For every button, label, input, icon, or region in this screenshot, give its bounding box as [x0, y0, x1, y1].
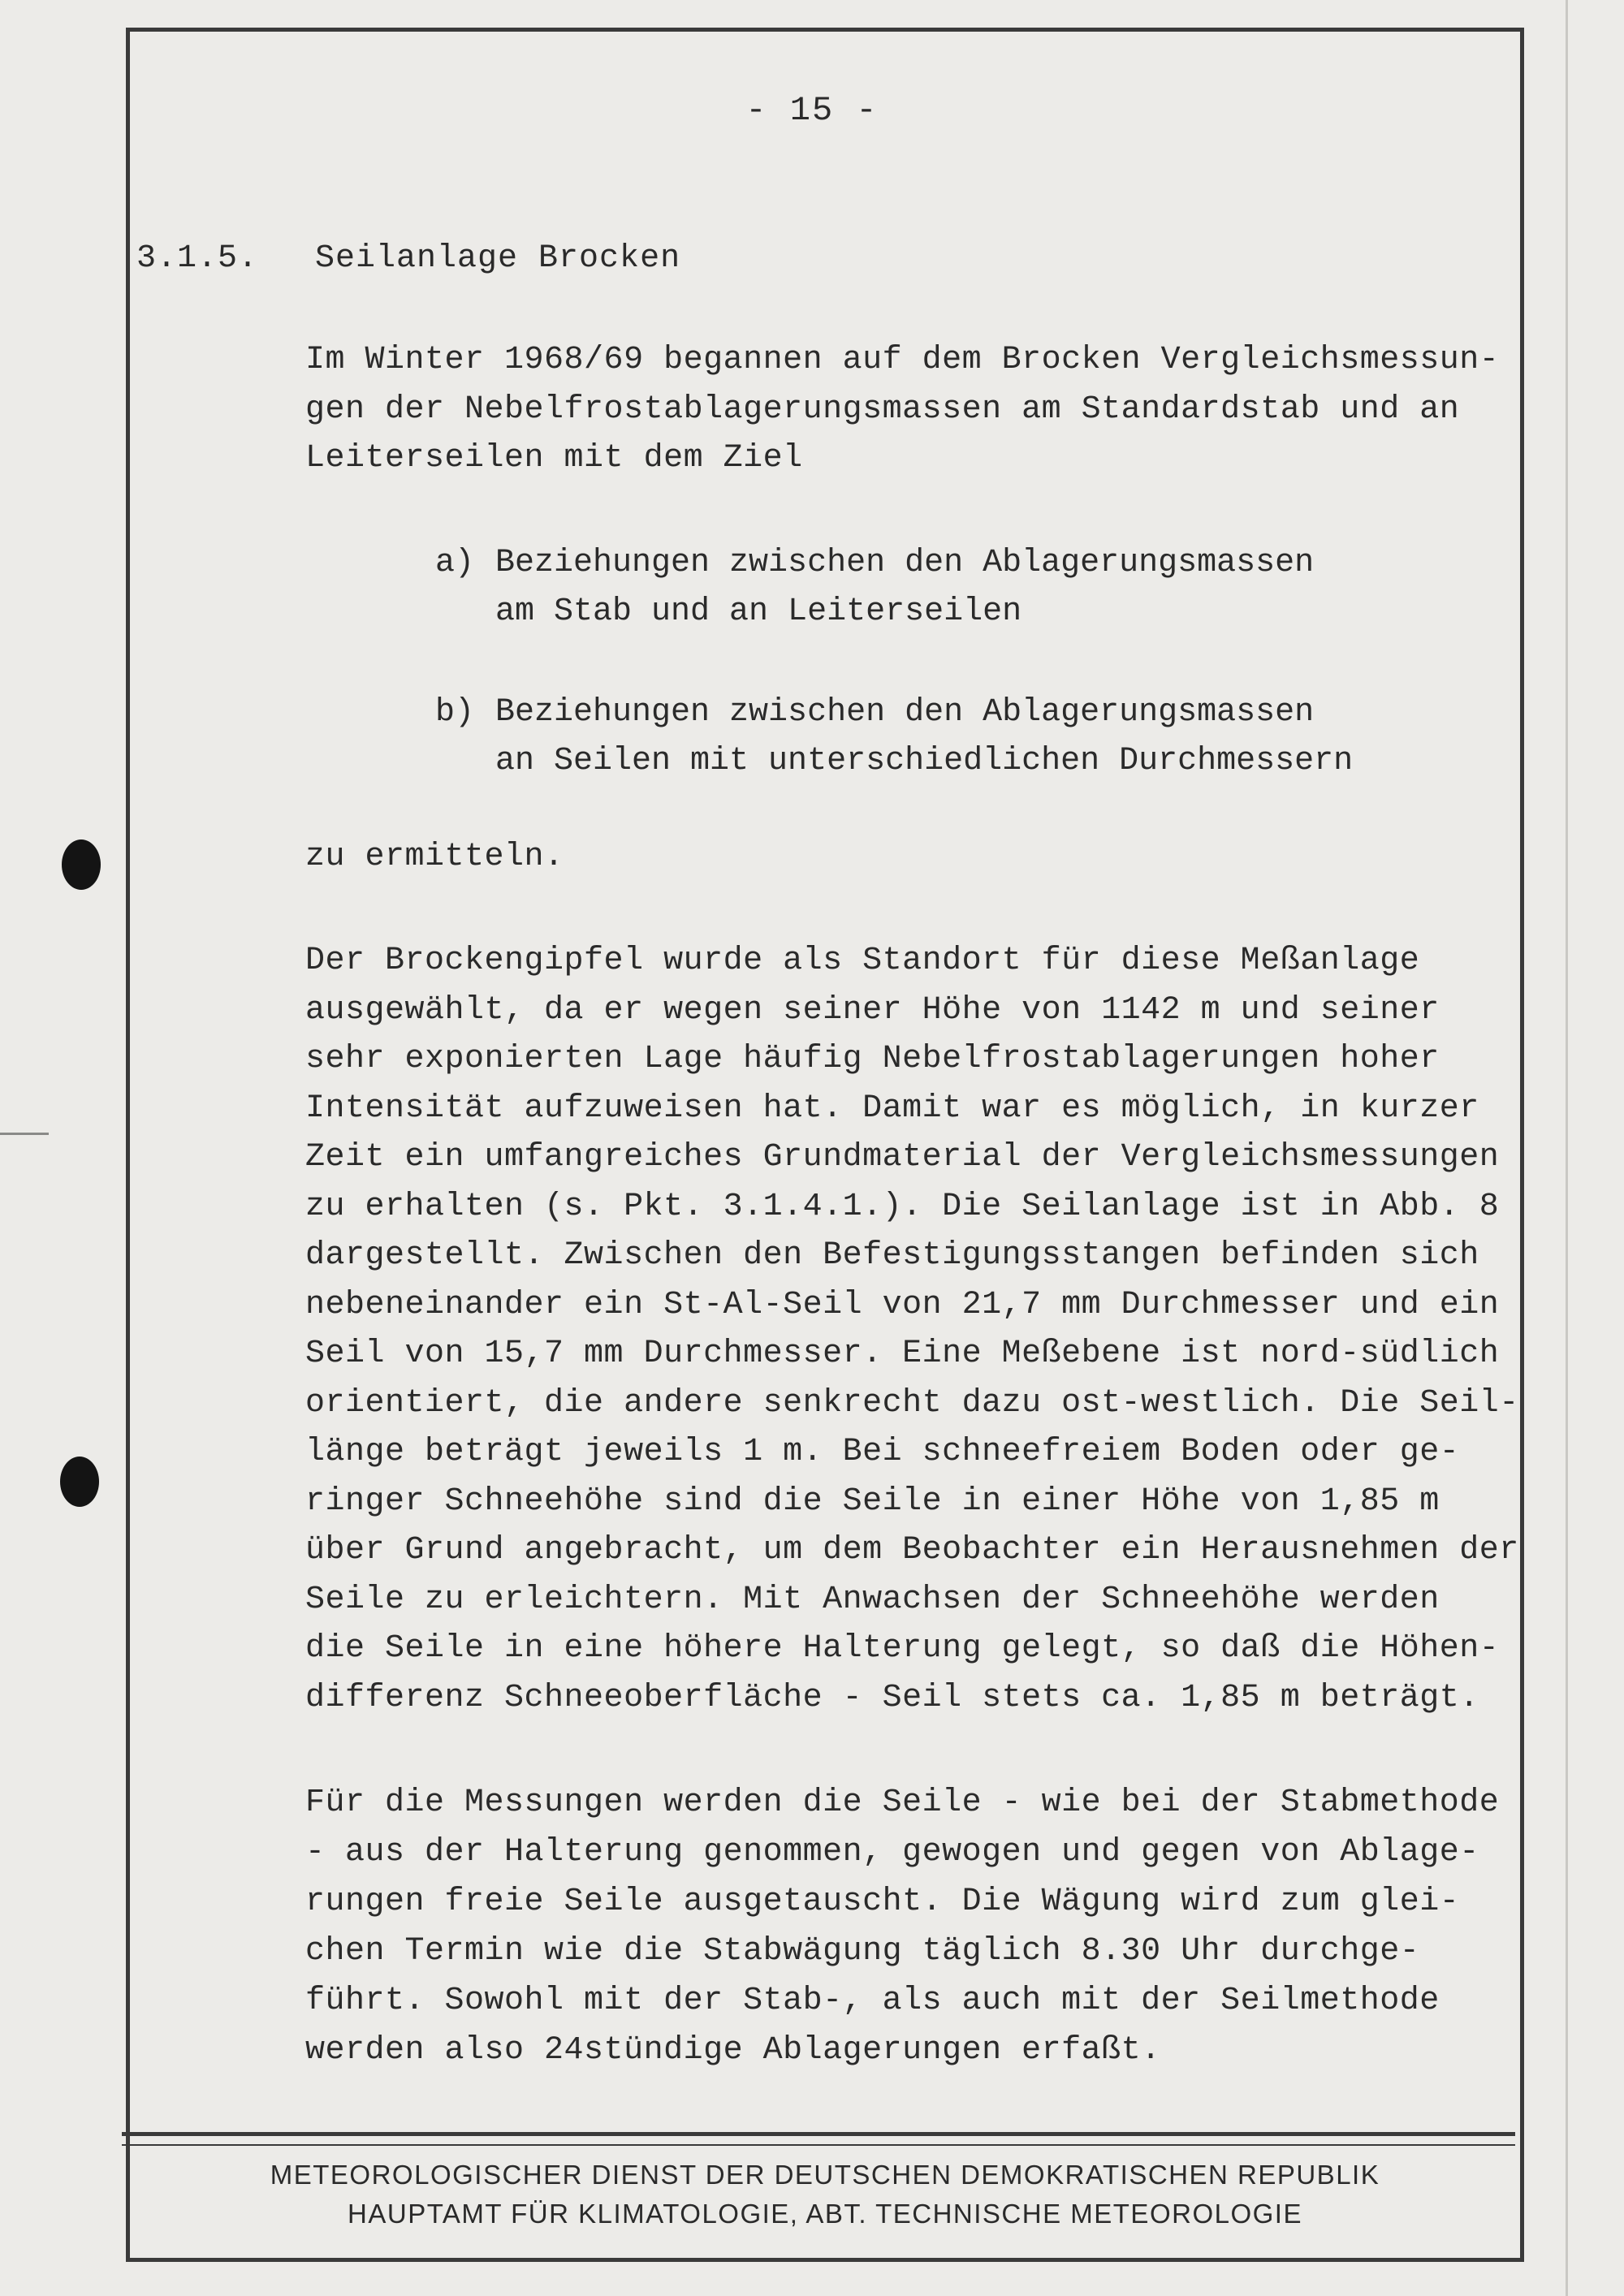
- list-line: Beziehungen zwischen den Ablagerungsmassen: [495, 694, 1315, 731]
- paragraph-line: orientiert, die andere senkrecht dazu ost-westlich. Die Seil-: [305, 1384, 1519, 1422]
- paragraph-line: ringer Schneehöhe sind die Seile in einer Höhe von 1,85 m: [305, 1482, 1440, 1520]
- paragraph-line: Seil von 15,7 mm Durchmesser. Eine Meßebene ist nord-südlich: [305, 1336, 1500, 1372]
- paragraph-line: Seile zu erleichtern. Mit Anwachsen der Schneehöhe werden: [305, 1581, 1440, 1618]
- paragraph-line: Intensität aufzuweisen hat. Damit war es möglich, in kurzer: [305, 1090, 1479, 1127]
- paragraph-1: [305, 937, 1519, 1723]
- footer-rule-top: [122, 2132, 1515, 2136]
- intro-line: Im Winter 1968/69 begannen auf dem Brocken Vergleichsmessun-: [305, 342, 1500, 378]
- paragraph-line: werden also 24stündige Ablagerungen erfaßt.: [305, 2032, 1161, 2069]
- paragraph-line: ausgewählt, da er wegen seiner Höhe von 1142 m und seiner: [305, 991, 1440, 1029]
- list-marker: b): [435, 694, 475, 731]
- list-marker: a): [435, 545, 475, 581]
- paragraph-line: nebeneinander ein St-Al-Seil von 21,7 mm Durchmesser und ein: [305, 1286, 1500, 1323]
- page-number: - 15 -: [745, 91, 879, 130]
- paragraph-2: [305, 1778, 1499, 2075]
- paragraph-line: Der Brockengipfel wurde als Standort für diese Meßanlage: [305, 943, 1420, 979]
- paragraph-line: die Seile in eine höhere Halterung gelegt, so daß die Höhen-: [305, 1630, 1500, 1667]
- list-item-b: [435, 688, 1353, 786]
- paragraph-line: länge beträgt jeweils 1 m. Bei schneefreiem Boden oder ge-: [305, 1434, 1460, 1470]
- section-number: 3.1.5.: [136, 240, 259, 277]
- list-item-a: [435, 539, 1353, 637]
- margin-mark: [0, 1133, 49, 1135]
- objective-list: [435, 539, 1353, 838]
- paragraph-line: Für die Messungen werden die Seile - wie bei der Stabmethode: [305, 1785, 1500, 1821]
- footer-institution: METEOROLOGISCHER DIENST DER DEUTSCHEN DEMOKRATISCHEN REPUBLIK: [270, 2160, 1380, 2190]
- list-line: an Seilen mit unterschiedlichen Durchmessern: [495, 743, 1354, 779]
- intro-line: gen der Nebelfrostablagerungsmassen am Standardstab und an: [305, 391, 1460, 428]
- paragraph-line: sehr exponierten Lage häufig Nebelfrostablagerungen hoher: [305, 1041, 1440, 1077]
- paragraph-line: rungen freie Seile ausgetauscht. Die Wägung wird zum glei-: [305, 1884, 1460, 1920]
- paragraph-line: differenz Schneeoberfläche - Seil stets ca. 1,85 m beträgt.: [305, 1679, 1479, 1716]
- section-title: Seilanlage Brocken: [315, 240, 681, 277]
- list-line: am Stab und an Leiterseilen: [495, 593, 1022, 630]
- paragraph-line: führt. Sowohl mit der Stab-, als auch mit der Seilmethode: [305, 1983, 1440, 2019]
- paragraph-line: zu erhalten (s. Pkt. 3.1.4.1.). Die Seilanlage ist in Abb. 8: [305, 1188, 1500, 1225]
- intro-paragraph: [305, 336, 1499, 484]
- footer-department: HAUPTAMT FÜR KLIMATOLOGIE, ABT. TECHNISCHE METEOROLOGIE: [348, 2199, 1302, 2229]
- conclusion-line: zu ermitteln.: [305, 839, 564, 875]
- conclusion-paragraph: [305, 833, 564, 883]
- punch-hole-bottom: [60, 1457, 99, 1507]
- punch-hole-top: [62, 839, 101, 890]
- intro-line: Leiterseilen mit dem Ziel: [305, 440, 803, 477]
- paragraph-line: chen Termin wie die Stabwägung täglich 8.30 Uhr durchge-: [305, 1933, 1420, 1970]
- list-line: Beziehungen zwischen den Ablagerungsmassen: [495, 545, 1315, 581]
- paragraph-line: über Grund angebracht, um dem Beobachter ein Herausnehmen der: [305, 1532, 1519, 1569]
- paragraph-line: Zeit ein umfangreiches Grundmaterial der Vergleichsmessungen: [305, 1139, 1500, 1176]
- paragraph-line: dargestellt. Zwischen den Befestigungsstangen befinden sich: [305, 1237, 1479, 1274]
- scan-edge-line: [1566, 0, 1568, 2296]
- paragraph-line: - aus der Halterung genommen, gewogen und gegen von Ablage-: [305, 1834, 1479, 1871]
- footer-rule-thin: [122, 2144, 1515, 2146]
